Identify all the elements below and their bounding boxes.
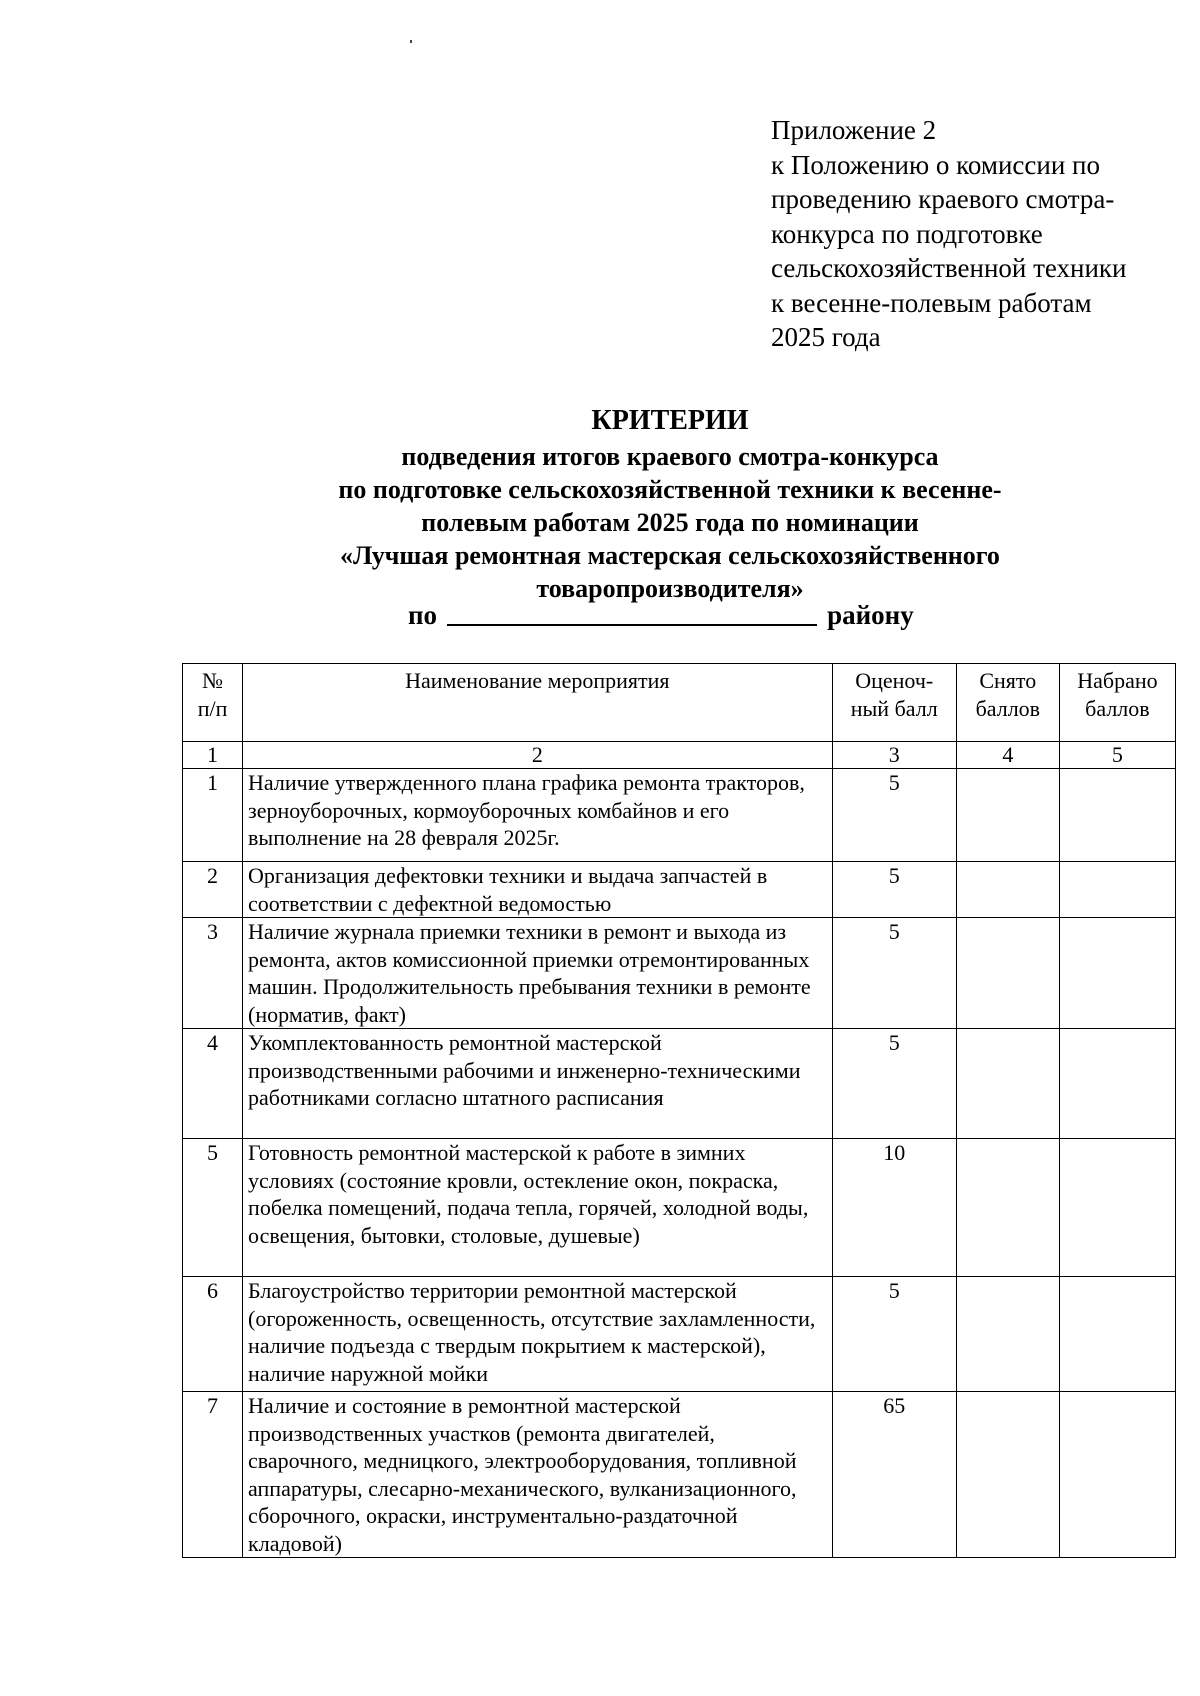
column-number: 2 [243, 742, 833, 769]
removed-points-cell[interactable] [956, 1139, 1059, 1277]
header-score: Оценоч- ный балл [832, 664, 956, 742]
appendix-note: Приложение 2 к Положению о комиссии по проведению краевого смотра- конкурса по подготовке сельскохозяйственной техники к весенне-полевым работам 2025 года [771, 115, 1127, 352]
gained-points-cell[interactable] [1059, 769, 1175, 862]
district-prefix: по [408, 600, 438, 630]
removed-points-cell[interactable] [956, 918, 1059, 1029]
row-number: 2 [183, 862, 243, 918]
header-removed: Снято баллов [956, 664, 1059, 742]
criterion-text: Наличие утвержденного плана графика ремонта тракторов, зерноуборочных, кормоуборочных комбайнов и его выполнение на 28 февраля 2025г. [243, 769, 833, 862]
criterion-text: Организация дефектовки техники и выдача запчастей в соответствии с дефектной ведомостью [243, 862, 833, 918]
district-blank-field[interactable] [447, 598, 817, 626]
removed-points-cell[interactable] [956, 1392, 1059, 1558]
district-suffix: району [827, 600, 914, 630]
document-subtitle: подведения итогов краевого смотра-конкурса по подготовке сельскохозяйственной техники к весенне- полевым работам 2025 года по номинации «Лучшая ремонтная мастерская сельскохозяйственного товаропроизводителя» [338, 442, 1002, 603]
criterion-score: 5 [832, 1029, 956, 1139]
row-number: 1 [183, 769, 243, 862]
title-block [200, 402, 1140, 605]
header-number: № п/п [183, 664, 243, 742]
criteria-table [182, 663, 1176, 1558]
criterion-score: 5 [832, 1277, 956, 1392]
criterion-text: Наличие и состояние в ремонтной мастерской производственных участков (ремонта двигателей, сварочного, медницкого, электрооборудования, топливной аппаратуры, слесарно-механического, вулканизационного, сборочного, окраски, инструментально-раздаточной кладовой) [243, 1392, 833, 1558]
removed-points-cell[interactable] [956, 769, 1059, 862]
criterion-text: Благоустройство территории ремонтной мастерской (огороженность, освещенность, отсутствие захламленности, наличие подъезда с твердым покрытием к мастерской), наличие наружной мойки [243, 1277, 833, 1392]
scan-speck [410, 40, 412, 43]
gained-points-cell[interactable] [1059, 1139, 1175, 1277]
criterion-score: 5 [832, 769, 956, 862]
document-title: КРИТЕРИИ [591, 405, 749, 436]
header-name: Наименование мероприятия [243, 664, 833, 742]
header-gained: Набрано баллов [1059, 664, 1175, 742]
removed-points-cell[interactable] [956, 862, 1059, 918]
table-header-row [183, 664, 1176, 742]
row-number: 4 [183, 1029, 243, 1139]
table-row [183, 918, 1176, 1029]
criterion-score: 10 [832, 1139, 956, 1277]
table-row [183, 1277, 1176, 1392]
criterion-score: 5 [832, 918, 956, 1029]
table-row [183, 1139, 1176, 1277]
gained-points-cell[interactable] [1059, 862, 1175, 918]
gained-points-cell[interactable] [1059, 1029, 1175, 1139]
removed-points-cell[interactable] [956, 1029, 1059, 1139]
row-number: 7 [183, 1392, 243, 1558]
table-row [183, 1392, 1176, 1558]
removed-points-cell[interactable] [956, 1277, 1059, 1392]
criterion-text: Укомплектованность ремонтной мастерской производственными рабочими и инженерно-техническими работниками согласно штатного расписания [243, 1029, 833, 1139]
column-number: 3 [832, 742, 956, 769]
column-number: 5 [1059, 742, 1175, 769]
gained-points-cell[interactable] [1059, 1277, 1175, 1392]
table-row [183, 862, 1176, 918]
district-line [408, 598, 914, 632]
gained-points-cell[interactable] [1059, 1392, 1175, 1558]
table-row [183, 769, 1176, 862]
column-number: 4 [956, 742, 1059, 769]
column-number: 1 [183, 742, 243, 769]
criterion-text: Наличие журнала приемки техники в ремонт и выхода из ремонта, актов комиссионной приемки отремонтированных машин. Продолжительность пребывания техники в ремонте (норматив, факт) [243, 918, 833, 1029]
gained-points-cell[interactable] [1059, 918, 1175, 1029]
criterion-text: Готовность ремонтной мастерской к работе в зимних условиях (состояние кровли, остекление окон, покраска, побелка помещений, подача тепла, горячей, холодной воды, освещения, бытовки, столовые, душевые) [243, 1139, 833, 1277]
row-number: 3 [183, 918, 243, 1029]
row-number: 6 [183, 1277, 243, 1392]
row-number: 5 [183, 1139, 243, 1277]
criterion-score: 65 [832, 1392, 956, 1558]
column-number-row [183, 742, 1176, 769]
criterion-score: 5 [832, 862, 956, 918]
table-row [183, 1029, 1176, 1139]
